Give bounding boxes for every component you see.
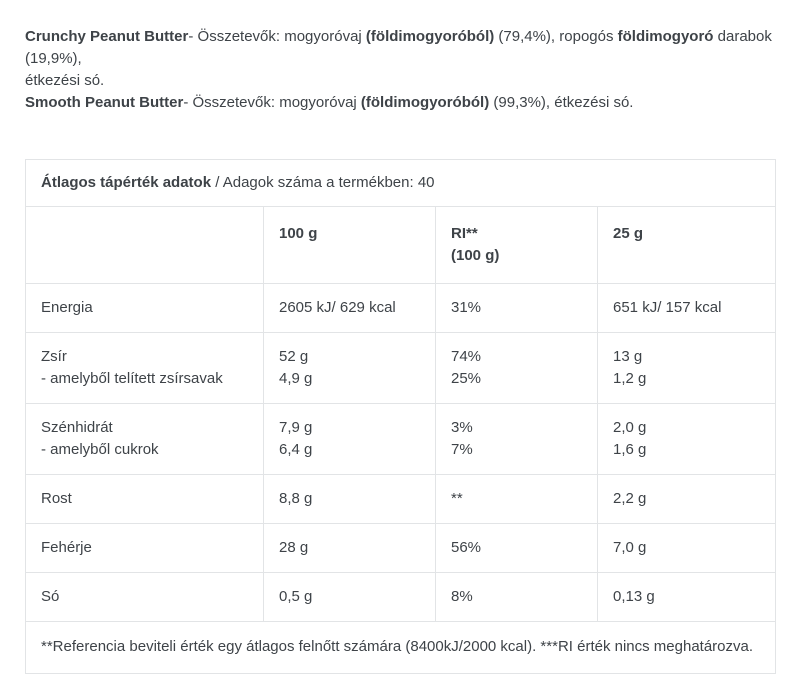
nutrient-name-cell xyxy=(26,475,264,524)
cell-line: 6,4 g xyxy=(279,441,313,458)
cell-line: Fehérje xyxy=(41,539,92,556)
cell-line: 7,9 g xyxy=(279,419,313,436)
text-segment: (99,3%), étkezési só. xyxy=(489,94,634,111)
table-row xyxy=(26,475,776,524)
nutrient-name-cell xyxy=(26,333,264,404)
text-segment: - Összetevők: mogyoróvaj xyxy=(188,28,366,45)
nutrient-value-cell xyxy=(264,573,436,622)
table-title: Átlagos tápérték adatok xyxy=(41,174,212,191)
cell-line: 31% xyxy=(451,299,482,316)
nutrient-value-cell xyxy=(436,284,598,333)
cell-line: 2,2 g xyxy=(613,490,647,507)
cell-line: 2,0 g xyxy=(613,419,647,436)
ingredients-crunchy xyxy=(25,26,775,92)
column-header-25g: 25 g xyxy=(598,207,776,284)
table-footnote-cell: **Referencia beviteli érték egy átlagos felnőtt számára (8400kJ/2000 kcal). ***RI érték nincs meghatározva. xyxy=(26,622,776,674)
cell-line: 4,9 g xyxy=(279,370,313,387)
table-row xyxy=(26,573,776,622)
product-name-crunchy: Crunchy Peanut Butter xyxy=(25,28,189,45)
text-segment-bold: (földimogyoróból) xyxy=(365,28,495,45)
text-segment-bold: (földimogyoróból) xyxy=(360,94,490,111)
text-segment: étkezési só. xyxy=(25,72,105,89)
cell-line: 8% xyxy=(451,588,473,605)
nutrient-value-cell xyxy=(264,404,436,475)
table-title-cell xyxy=(26,160,776,207)
column-header-ri xyxy=(436,207,598,284)
nutrient-value-cell xyxy=(598,475,776,524)
nutrient-value-cell xyxy=(598,573,776,622)
nutrient-value-cell xyxy=(436,404,598,475)
cell-line: 1,6 g xyxy=(613,441,647,458)
table-subtitle: / Adagok száma a termékben: 40 xyxy=(211,174,435,191)
table-row xyxy=(26,333,776,404)
nutrition-table-body xyxy=(26,284,776,622)
cell-line: 52 g xyxy=(279,348,309,365)
text-segment: - Összetevők: mogyoróvaj xyxy=(183,94,361,111)
cell-line: 8,8 g xyxy=(279,490,313,507)
nutrient-value-cell xyxy=(264,524,436,573)
cell-line: 2605 kJ/ 629 kcal xyxy=(279,299,396,316)
ingredients-smooth xyxy=(25,92,775,114)
nutrient-name-cell xyxy=(26,284,264,333)
table-footnote-row xyxy=(26,622,776,674)
column-header-empty xyxy=(26,207,264,284)
cell-line: 1,2 g xyxy=(613,370,647,387)
cell-line: 0,5 g xyxy=(279,588,313,605)
table-row xyxy=(26,524,776,573)
nutrient-value-cell xyxy=(598,524,776,573)
cell-line: ** xyxy=(451,490,463,507)
text-segment: (79,4%), ropogós xyxy=(494,28,618,45)
nutrient-name-cell xyxy=(26,404,264,475)
cell-line: 28 g xyxy=(279,539,309,556)
nutrient-value-cell xyxy=(436,573,598,622)
text-segment: darabok (19,9%), xyxy=(25,28,772,67)
cell-line: Szénhidrát xyxy=(41,419,113,436)
table-row xyxy=(26,284,776,333)
nutrient-name-cell xyxy=(26,524,264,573)
cell-line: 651 kJ/ 157 kcal xyxy=(613,299,722,316)
cell-line: 0,13 g xyxy=(613,588,655,605)
nutrition-table xyxy=(25,159,776,674)
nutrient-value-cell xyxy=(436,475,598,524)
nutrient-value-cell xyxy=(264,475,436,524)
nutrient-value-cell xyxy=(436,524,598,573)
column-header-row xyxy=(26,207,776,284)
cell-line: 25% xyxy=(451,370,482,387)
cell-line: 7% xyxy=(451,441,473,458)
nutrient-value-cell xyxy=(598,333,776,404)
table-title-row xyxy=(26,160,776,207)
column-header-100g: 100 g xyxy=(264,207,436,284)
cell-line: 74% xyxy=(451,348,482,365)
cell-line: 56% xyxy=(451,539,482,556)
cell-line: - amelyből telített zsírsavak xyxy=(41,370,223,387)
column-header-ri-line2: (100 g) xyxy=(451,247,500,264)
nutrient-value-cell xyxy=(598,284,776,333)
nutrient-value-cell xyxy=(264,333,436,404)
cell-line: Energia xyxy=(41,299,93,316)
table-row xyxy=(26,404,776,475)
cell-line: 13 g xyxy=(613,348,643,365)
cell-line: - amelyből cukrok xyxy=(41,441,159,458)
cell-line: Só xyxy=(41,588,60,605)
nutrient-value-cell xyxy=(436,333,598,404)
cell-line: 7,0 g xyxy=(613,539,647,556)
nutrient-value-cell xyxy=(264,284,436,333)
nutrient-name-cell xyxy=(26,573,264,622)
cell-line: Rost xyxy=(41,490,72,507)
nutrient-value-cell xyxy=(598,404,776,475)
column-header-ri-line1: RI** xyxy=(451,225,478,242)
cell-line: Zsír xyxy=(41,348,67,365)
text-segment-bold: földimogyoró xyxy=(617,28,714,45)
product-name-smooth: Smooth Peanut Butter xyxy=(25,94,184,111)
cell-line: 3% xyxy=(451,419,473,436)
